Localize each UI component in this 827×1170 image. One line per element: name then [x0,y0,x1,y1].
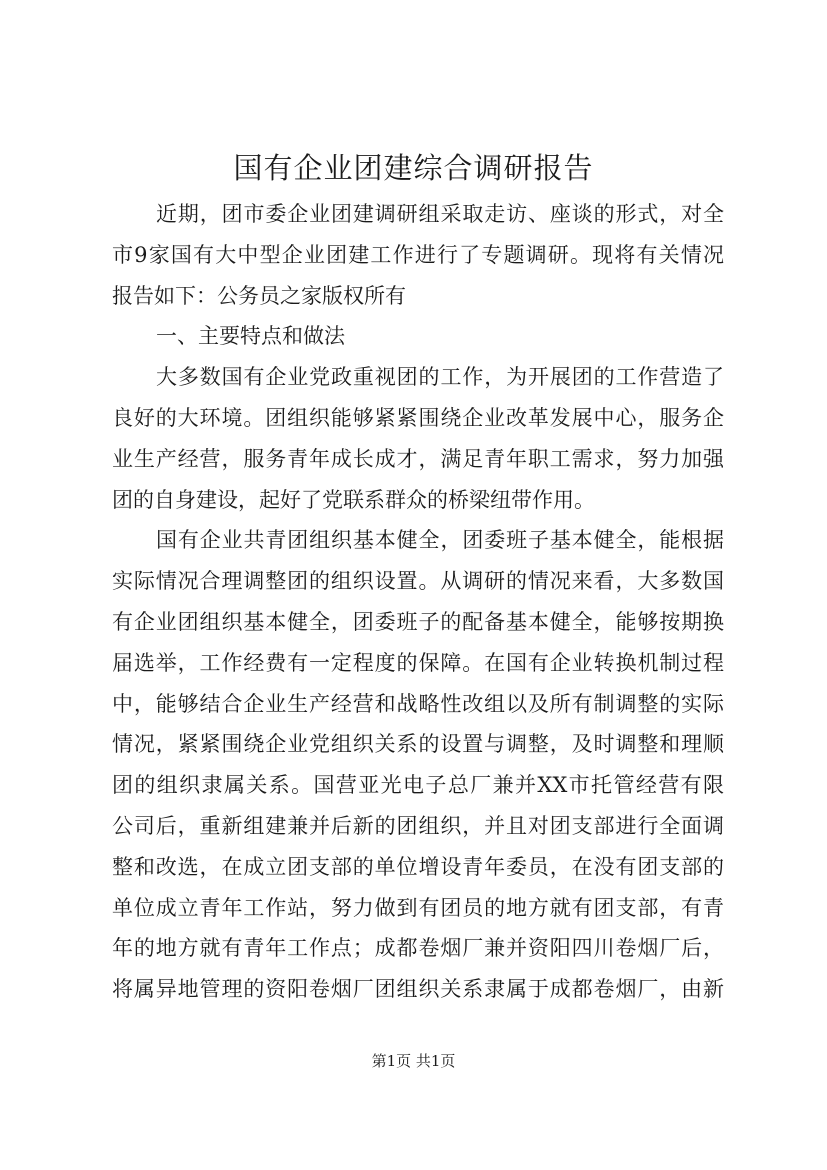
paragraph-line: 有企业团组织基本健全，团委班子的配备基本健全，能够按期换 [112,609,724,634]
paragraph-line: 市9家国有大中型企业团建工作进行了专题调研。现将有关情况 [112,242,724,267]
paragraph-line: 实际情况合理调整团的组织设置。从调研的情况来看，大多数国 [112,569,724,594]
paragraph-line: 整和改选，在成立团支部的单位增设青年委员，在没有团支部的 [112,854,724,879]
document-title: 国有企业团建综合调研报告 [233,151,594,185]
paragraph-line: 单位成立青年工作站，努力做到有团员的地方就有团支部，有青 [112,895,724,920]
section-heading: 一、主要特点和做法 [156,324,345,349]
page-footer: 第1页 共1页 [371,1052,456,1070]
document-body [112,194,724,1010]
paragraph-line: 大多数国有企业党政重视团的工作，为开展团的工作营造了 [156,365,724,390]
paragraph-line: 团的自身建设，起好了党联系群众的桥梁纽带作用。 [112,487,595,512]
paragraph-line: 中，能够结合企业生产经营和战略性改组以及所有制调整的实际 [112,691,724,716]
paragraph-line: 良好的大环境。团组织能够紧紧围绕企业改革发展中心，服务企 [112,405,724,430]
paragraph-line: 届选举，工作经费有一定程度的保障。在国有企业转换机制过程 [112,650,724,675]
paragraph-line: 近期，团市委企业团建调研组采取走访、座谈的形式，对全 [156,202,724,226]
paragraph-line: 国有企业共青团组织基本健全，团委班子基本健全，能根据 [156,528,724,553]
paragraph-line: 将属异地管理的资阳卷烟厂团组织关系隶属于成都卷烟厂，由新 [112,977,724,1002]
paragraph-line: 情况，紧紧围绕企业党组织关系的设置与调整，及时调整和理顺 [112,732,724,757]
paragraph-line: 报告如下：公务员之家版权所有 [112,283,406,308]
paragraph-line: 公司后，重新组建兼并后新的团组织，并且对团支部进行全面调 [112,813,724,838]
paragraph-line: 团的组织隶属关系。国营亚光电子总厂兼并XX市托管经营有限 [112,773,724,798]
paragraph-line: 年的地方就有青年工作点；成都卷烟厂兼并资阳四川卷烟厂后， [112,936,724,961]
paragraph-line: 业生产经营，服务青年成长成才，满足青年职工需求，努力加强 [112,446,724,471]
